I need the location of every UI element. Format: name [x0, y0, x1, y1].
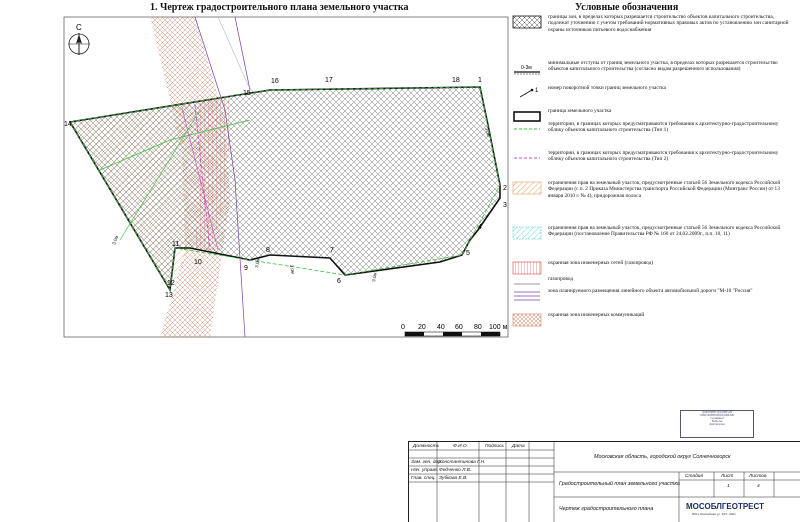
title-block: Должность Ф.И.О. Подпись Дата Зам. ген. дир. Константинова Г.Н. Нач. управл. Федченко Л.В. Глав. спец. Зубкова Е.В. Московская область, городской округ Солнечногорск Градостроительный план земельного участка Чертеж градостроительного плана Стадия Лист Листов 1 4 — [408, 441, 800, 522]
org-subline: ИНН, Шоссейная ул. 30/7, 2021 — [692, 512, 736, 516]
point-6: 6 — [337, 278, 341, 285]
sheet-title: Чертеж градостроительного плана — [559, 506, 654, 512]
red-hatch-symbol-icon — [512, 261, 542, 275]
legend-item-text: территории, в границах которых предусматриваются требования к архитектурно-градостроительному облику объектов капитального строительства (Тип 1) — [548, 121, 779, 134]
point-8: 8 — [266, 247, 270, 254]
legend-item-text: ограничения прав на земельный участок, предусмотренные статьей 56 Земельного кодекса Российской Федерации (постановление Правительства РФ № 160 от 24.02.2009г., п.п. 10, 11) — [548, 225, 781, 238]
pink-hatch-symbol-icon — [512, 313, 542, 327]
legend-item-point — [512, 85, 792, 100]
legend-item-crosshatch — [512, 14, 792, 33]
legend-item-text: территории, в границах которых предусматриваются требования к архитектурно-градостроительному облику объектов капитального строительства (Тип 2) — [548, 150, 779, 163]
point-13: 13 — [165, 292, 173, 299]
svg-text:3.0м: 3.0м — [371, 272, 378, 283]
scale-bar — [405, 332, 500, 336]
point-symbol-label: 1 — [535, 88, 539, 94]
point-12: 12 — [167, 280, 175, 287]
legend-item-pink-hatch — [512, 312, 792, 327]
org-logo: МОСОБЛГЕОТРЕСТ — [686, 502, 764, 511]
e-signature-stamp: ДОКУМЕНТ ПОДПИСАН ЭЛЕКТРОННОЙ ПОДПИСЬЮ Сертификат Владелец Действителен — [680, 410, 754, 438]
point-symbol-icon — [512, 86, 542, 100]
legend-item-text: границы зон, в пределах которых разрешается строительство объектов капитального строительства, подлежат уточнению с учетом требований нормативных правовых актов по установлению зон санитарной охраны источников питьевого водоснабжения — [548, 14, 789, 33]
svg-text:3.0м: 3.0м — [484, 126, 492, 138]
legend-item-text: ограничения прав на земельный участок, предусмотренные статьей 56 Земельного кодекса Российской Федерации (с п. 2 Приказа Министерства транспорта Российской Федерации (Минтранс России) от 13 января 2010 г. № 4), придорожная полоса — [548, 180, 781, 199]
legend-item-red-hatch — [512, 260, 792, 275]
svg-text:40: 40 — [437, 324, 445, 331]
point-7: 7 — [330, 247, 334, 254]
point-3: 3 — [503, 202, 507, 209]
north-arrow-icon — [68, 33, 90, 55]
svg-text:3.0м: 3.0м — [111, 234, 120, 246]
legend-item-text: граница земельного участка — [548, 108, 612, 114]
legend-item-offset — [512, 60, 792, 75]
legend-item-text: охранная зона инженерных коммуникаций — [548, 312, 645, 318]
svg-text:100 м: 100 м — [489, 324, 508, 331]
svg-text:20: 20 — [418, 324, 426, 331]
point-1: 1 — [478, 77, 482, 84]
magenta-dash-symbol-icon — [512, 151, 542, 165]
crosshatch-symbol-icon — [512, 15, 542, 29]
north-label: С — [76, 23, 82, 32]
legend-item-green-dash — [512, 121, 792, 136]
svg-text:3.0м: 3.0м — [289, 264, 296, 275]
orange-hatch-symbol-icon — [512, 181, 542, 195]
plan-title: Градостроительный план земельного участка — [559, 481, 680, 487]
cyan-hatch-symbol-icon — [512, 226, 542, 240]
point-17: 17 — [325, 77, 333, 84]
location: Московская область, городской округ Солнечногорск — [594, 454, 731, 460]
legend-title: Условные обозначения — [575, 2, 679, 13]
legend-item-purple-lines — [512, 288, 792, 303]
legend-item-magenta-dash — [512, 150, 792, 165]
legend-item-text: охранная зона инженерных сетей (газопровод) — [548, 260, 654, 266]
svg-text:0: 0 — [401, 324, 405, 331]
green-dash-symbol-icon — [512, 122, 542, 136]
offset-symbol-label: 0-3м — [521, 65, 532, 71]
point-4: 4 — [478, 224, 482, 231]
point-10: 10 — [194, 259, 202, 266]
legend-item-orange-hatch — [512, 180, 792, 199]
legend-item-text: газопровод — [548, 276, 574, 282]
point-2: 2 — [503, 185, 507, 192]
svg-text:80: 80 — [474, 324, 482, 331]
offset-symbol-icon — [512, 61, 542, 75]
svg-text:3.0м: 3.0м — [254, 258, 261, 269]
point-9: 9 — [244, 265, 248, 272]
svg-text:60: 60 — [455, 324, 463, 331]
legend-item-text: номер поворотной точки границ земельного участка — [548, 85, 666, 91]
point-11: 11 — [172, 241, 180, 248]
point-5: 5 — [466, 250, 470, 257]
point-16: 16 — [271, 78, 279, 85]
legend-item-text: зона планируемого размещения линейного объекта автомобильной дороги "М-10 "Россия" — [548, 288, 753, 294]
document-title: 1. Чертеж градостроительного плана земельного участка — [150, 2, 409, 13]
point-18: 18 — [452, 77, 460, 84]
point-14: 14 — [64, 121, 72, 128]
purple-lines-symbol-icon — [512, 289, 542, 303]
legend-item-text: минимальные отступы от границ земельного участка, в пределах которых разрешается строительство объектов капитального строительства (согласно видам разрешенного использования) — [548, 60, 778, 73]
legend-item-cyan-hatch — [512, 225, 792, 240]
point-15: 15 — [243, 90, 251, 97]
